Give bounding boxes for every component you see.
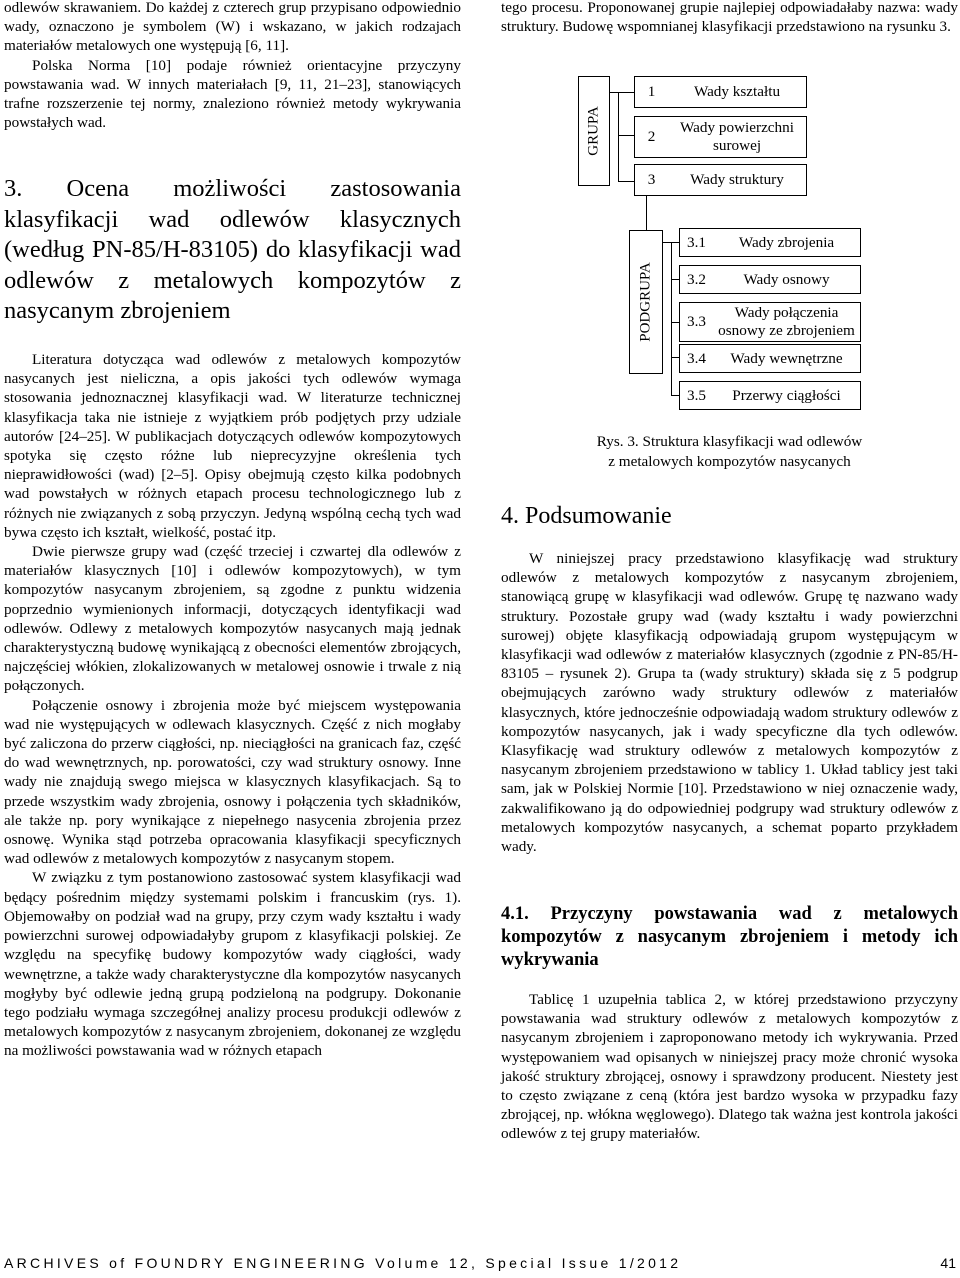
subgroup-item [679, 228, 861, 257]
paragraph: Literatura dotycząca wad odlewów z metalowych kompozytów nasycanych jest nieliczna, a opis jakości tych odlewów wymaga stosowania jednoznacznej klasyfikacji wad. W literaturze technicznej klasyfikacja taka nie istnieje z wyjątkiem prób podjętych przy udziale autorów [24–25]. W publikacjach dotyczących odlewów kompozytowych spotyka się często różne lub nieprecyzyjne określenia tych nieprawidłowości (wad) [2–5]. Opisy obejmują często kilka podobnych wad powstałych w różnych etapach procesu technologicznego lub z różnych nie związanych z sobą przyczyn. Jedyną wspólną cechą tych wad bywa często ich kształt, wielkość, postać itp. [4, 351, 461, 541]
subgroup-name: Wady osnowy [743, 270, 830, 288]
group-item [634, 76, 807, 108]
figure-caption: z metalowych kompozytów nasycanych [608, 452, 851, 470]
section-heading: 4. Podsumowanie [501, 503, 672, 529]
subgroup-item [679, 265, 861, 294]
subgroup-label-box [629, 230, 663, 374]
paragraph: odlewów skrawaniem. Do każdej z czterech grup przypisano odpowiednio wady, oznaczono je symbolem (W) i wskazano, w jakich rodzajach materiałów metalowych one występują [6, 11]. [4, 0, 461, 55]
group-name: Wady kształtu [693, 83, 781, 100]
subgroup-name: Wady wewnętrzne [730, 349, 843, 367]
paragraph: Tablicę 1 uzupełnia tablica 2, w której przedstawiono przyczyny powstawania wad struktury odlewów z metalowych kompozytów z nasycanym zbrojeniem i zaproponowano metody ich wykrywania. Przed występowaniem wad opisanych w niniejszej pracy może chronić wysoka jakość struktury zbrojącej, osnowy i sprawdzony producent. Niestety jest to często związane z ceną (która jest bardzo wysoka w przypadku fazy zbrojącej, np. włókna węglowego). Dlatego tak ważna jest kontrola jakości odlewów z tej grupy materiałów. [501, 991, 958, 1143]
group-item [634, 164, 807, 196]
subgroup-number: 3.5 [687, 386, 706, 404]
group-name: Wady powierzchni surowej [680, 119, 794, 154]
subgroup-item [679, 344, 861, 373]
subgroup-number: 3.1 [687, 233, 706, 251]
paragraph: tego procesu. Proponowanej grupie najlepiej odpowiadałaby nazwa: wady struktury. Budowę wspomnianej klasyfikacji przedstawiono na rysunku 3. [501, 0, 958, 36]
journal-name: ARCHIVES of FOUNDRY ENGINEERING Volume 12, Special Issue 1/2012 [4, 1255, 682, 1271]
group-number: 3 [647, 171, 656, 188]
group-number: 2 [647, 128, 656, 145]
group-name: Wady struktury [690, 171, 784, 188]
section-heading: 3. Ocena możliwości zastosowania klasyfikacji wad odlewów klasycznych (według PN-85/H-83105) do klasyfikacji wad odlewów z metalowych kompozytów z nasycanym zbrojeniem [4, 175, 461, 324]
paragraph: Dwie pierwsze grupy wad (część trzeciej i czwartej dla odlewów z materiałów klasycznych [10] i odlewów kompozytowych), w tym kompozytów nasycanym zbrojeniem, są zgodne z punktu widzenia poprzednio wymienionych informacji, dotyczących identyfikacji wad odlewów. Odlewy z metalowych kompozytów nasycanych mają jednak charakterystyczną budowę wynikającą z obecności elementów zbrojących, najczęściej włókien, zlokalizowanych w metalowej osnowie i trwale z nią połączonych. [4, 543, 461, 695]
paragraph: W związku z tym postanowiono zastosować system klasyfikacji wad będący pośrednim między systemami polskim i francuskim (rys. 1). Objemowałby on podział wad na grupy, przy czym wady kształtu i wady powierzchni surowej odpowiadałyby grupom z klasyfikacji polskiej. Ze względu na specyfikę budowy kompozytów wady ciągłości, wady wewnętrzne, a także wady charakterystyczne dla kompozytów nasycanych mogłyby być odlewie jedną grupą podzieloną na podgrupy. Dokonanie tego podziału wymaga szczegółnej analizy procesu produkcji odlewów z metalowych kompozytów z nasycanym zbrojeniem, dokonanej ze względu na możliwości powstawania wad w różnych etapach [4, 869, 461, 1060]
subgroup-item [679, 381, 861, 410]
paragraph: Polska Norma [10] podaje również orientacyjne przyczyny powstawania wad. W innych materiałach [9, 11, 21–23], stanowiących trafne rozszerzenie tej normy, znaleziono również metody wykrywania powstałych wad. [4, 56, 461, 132]
paragraph: Połączenie osnowy i zbrojenia może być miejscem występowania wad nie występujących w odlewach klasycznych. Część z nich mogłaby być zaliczona do przerw ciągłości, np. nieciągłości na granicach faz, część do wad wewnętrznych, np. porowatości, czy wad struktury osnowy. Inne wady nie znajdują swego miejsca w klasycznych klasyfikacjach. Są to przede wszystkim wady zbrojenia, osnowy i połączenia tych składników, ale także np. pory wynikające z niepełnego nasycenia zbrojenia przez osnowę. Wynika stąd potrzeba opracowania klasyfikacji specyficznych wad odlewów z metalowych kompozytów z nasycanym stopem. [4, 696, 461, 868]
group-label: GRUPA [586, 106, 602, 156]
page-number: 41 [940, 1255, 956, 1271]
subgroup-item [679, 302, 861, 342]
paragraph: W niniejszej pracy przedstawiono klasyfikację wad struktury odlewów z metalowych kompozytów z nasycanym zbrojeniem, stanowiącą grupę w klasyfikacji wad odlewów. Grupę tę nazwano wady struktury. Pozostałe grupy wad (wady kształtu i wady powierzchni surowej) objęte klasyfikacją odpowiadają grupom występującym w klasyfikacji wad odlewów z materiałów klasycznych (zgodnie z PN-85/H-83105 – rysunek 2). Grupa ta (wady struktury) składa się z 5 podgrup obejmujących zarówno wady struktury odlewów z materiałów klasycznych, które jednocześnie odpowiadają wadom struktury odlewów z kompozytów nasycanych, jak i wady specyficzne dla tych odlewów. Klasyfikację wad struktury odlewów z metalowych kompozytów z nasycanym zbrojeniem przedstawiono w tablicy 1. Układ tablicy jest taki sam, jak w Polskiej Normie [10]. Przedstawiono w niej oznaczenie wady, zakwalifikowano ją do odpowiedniej podgrupy wad struktury odlewów z metalowych kompozytów nasycanych, a schemat poparto przykładem wady. [501, 550, 958, 856]
subgroup-label: PODGRUPA [638, 262, 655, 342]
page-footer [4, 1255, 956, 1271]
subgroup-name: Wady połączenia osnowy ze zbrojeniem [718, 304, 855, 339]
subsection-heading: 4.1. Przyczyny powstawania wad z metalowych kompozytów z nasycanym zbrojeniem i metody ich wykrywania [501, 904, 958, 970]
subgroup-number: 3.3 [687, 313, 706, 330]
group-number: 1 [647, 83, 656, 100]
figure-caption: Rys. 3. Struktura klasyfikacji wad odlewów [596, 433, 863, 450]
group-item [634, 116, 807, 158]
subgroup-name: Przerwy ciągłości [732, 386, 841, 404]
subgroup-number: 3.4 [687, 349, 706, 367]
subgroup-name: Wady zbrojenia [738, 233, 835, 251]
group-label-box [578, 76, 610, 186]
subgroup-number: 3.2 [687, 270, 706, 288]
classification-diagram [501, 0, 958, 420]
